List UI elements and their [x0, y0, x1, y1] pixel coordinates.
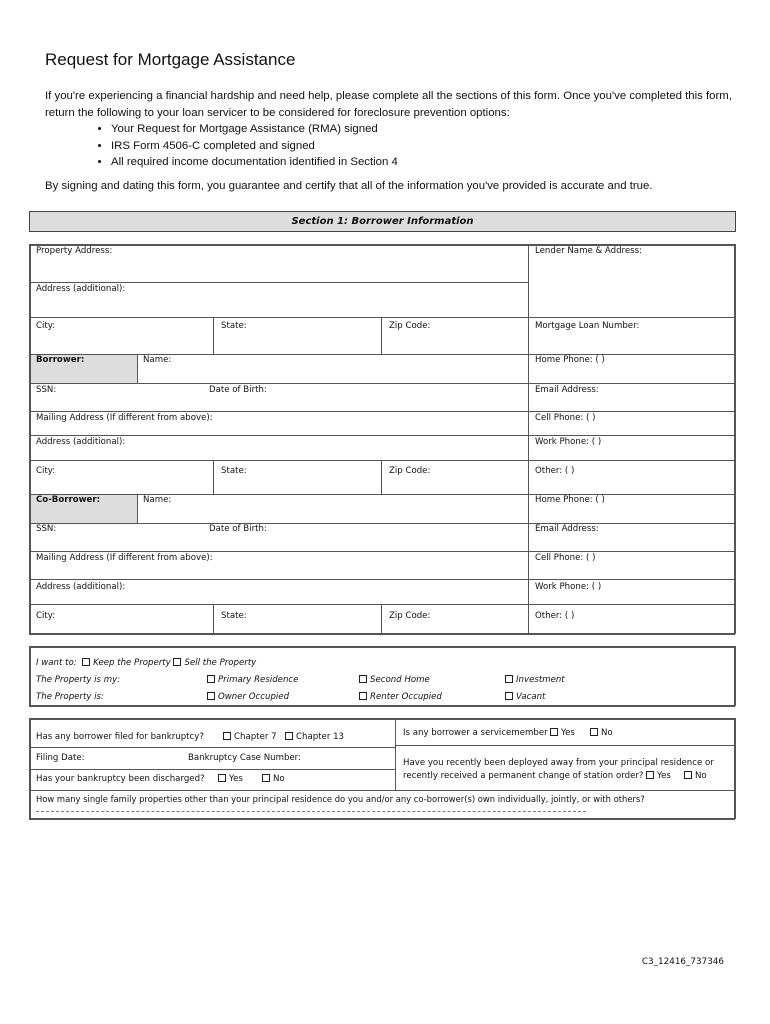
page-title: Request for Mortgage Assistance: [45, 50, 296, 69]
primary-residence-option[interactable]: Primary Residence: [207, 675, 298, 685]
primary-checkbox[interactable]: [207, 675, 215, 683]
case-number-field[interactable]: Bankruptcy Case Number:: [188, 753, 301, 763]
city-field[interactable]: City:: [36, 321, 56, 331]
borrower-home-phone[interactable]: Home Phone: ( ): [535, 355, 605, 365]
borrower-mailing-field[interactable]: Mailing Address (If different from above):: [36, 413, 213, 423]
certify-text: By signing and dating this form, you guarantee and certify that all of the information you've provided is accurate and true.: [45, 180, 653, 192]
second-checkbox[interactable]: [359, 675, 367, 683]
zip-field[interactable]: Zip Code:: [389, 321, 431, 331]
servicemember-no[interactable]: No: [590, 728, 613, 738]
keep-checkbox[interactable]: [82, 658, 90, 666]
servicemember-yes[interactable]: Yes: [550, 728, 575, 738]
co-borrower-city-field[interactable]: City:: [36, 611, 56, 621]
borrower-zip-field[interactable]: Zip Code:: [389, 466, 431, 476]
servicemember-no-checkbox[interactable]: [590, 728, 598, 736]
borrower-ssn-field[interactable]: SSN:: [36, 385, 57, 395]
filing-date-field[interactable]: Filing Date:: [36, 753, 85, 763]
properties-question: How many single family properties other than your principal residence do you and/or any co-borrower(s) own individually, jointly, or with others?: [36, 794, 645, 804]
deployed-no[interactable]: No: [684, 771, 707, 781]
investment-option[interactable]: Investment: [505, 675, 565, 685]
co-borrower-mailing-field[interactable]: Mailing Address (If different from above):: [36, 553, 213, 563]
owner-occupied-option[interactable]: Owner Occupied: [207, 692, 289, 702]
renter-occupied-option[interactable]: Renter Occupied: [359, 692, 442, 702]
borrower-state-field[interactable]: State:: [221, 466, 247, 476]
co-borrower-label: Co-Borrower:: [36, 495, 101, 505]
deployed-question-1: Have you recently been deployed away from your principal residence or: [403, 758, 714, 768]
discharged-question: Has your bankruptcy been discharged?: [36, 774, 205, 784]
servicemember-yes-checkbox[interactable]: [550, 728, 558, 736]
loan-number-field[interactable]: Mortgage Loan Number:: [535, 321, 640, 331]
list-item: • Your Request for Mortgage Assistance (RMA) signed: [111, 121, 735, 138]
borrower-city-field[interactable]: City:: [36, 466, 56, 476]
vacant-option[interactable]: Vacant: [505, 692, 545, 702]
property-is-label: The Property is:: [36, 692, 104, 702]
properties-answer-line[interactable]: [36, 811, 586, 812]
form-code: C3_12416_737346: [641, 957, 724, 967]
deployed-yes-checkbox[interactable]: [646, 771, 654, 779]
state-field[interactable]: State:: [221, 321, 247, 331]
discharged-yes-checkbox[interactable]: [218, 774, 226, 782]
borrower-other-phone[interactable]: Other: ( ): [535, 466, 575, 476]
servicemember-question: Is any borrower a servicemember: [403, 728, 548, 738]
sell-checkbox[interactable]: [173, 658, 181, 666]
want-to-label: I want to: Keep the Property Sell the Property: [36, 658, 257, 668]
borrower-address-additional[interactable]: Address (additional):: [36, 437, 126, 447]
chapter-13-checkbox[interactable]: [285, 732, 293, 740]
discharged-no-checkbox[interactable]: [262, 774, 270, 782]
borrower-cell-phone[interactable]: Cell Phone: ( ): [535, 413, 596, 423]
discharged-yes[interactable]: Yes: [218, 774, 243, 784]
co-borrower-cell-phone[interactable]: Cell Phone: ( ): [535, 553, 596, 563]
borrower-email-field[interactable]: Email Address:: [535, 385, 599, 395]
property-my-label: The Property is my:: [36, 675, 121, 685]
deployed-question-2: recently received a permanent change of station order?: [403, 771, 644, 781]
second-home-option[interactable]: Second Home: [359, 675, 430, 685]
co-borrower-dob-field[interactable]: Date of Birth:: [209, 524, 267, 534]
co-borrower-other-phone[interactable]: Other: ( ): [535, 611, 575, 621]
deployed-no-checkbox[interactable]: [684, 771, 692, 779]
investment-checkbox[interactable]: [505, 675, 513, 683]
borrower-label: Borrower:: [36, 355, 85, 365]
list-item: • All required income documentation identified in Section 4: [111, 154, 735, 171]
address-additional-field[interactable]: Address (additional):: [36, 284, 126, 294]
required-list: [45, 121, 735, 171]
intro-block: [45, 88, 735, 171]
list-item: • IRS Form 4506-C completed and signed: [111, 138, 735, 155]
chapter-13-option[interactable]: Chapter 13: [285, 732, 344, 742]
intro-text: If you're experiencing a financial hardship and need help, please complete all the sections of this form. Once you've completed this form, return the following to your loan servicer to be considered for foreclosure prevention options:: [45, 90, 732, 119]
vacant-checkbox[interactable]: [505, 692, 513, 700]
borrower-dob-field[interactable]: Date of Birth:: [209, 385, 267, 395]
co-borrower-email-field[interactable]: Email Address:: [535, 524, 599, 534]
co-borrower-state-field[interactable]: State:: [221, 611, 247, 621]
discharged-no[interactable]: No: [262, 774, 285, 784]
renter-checkbox[interactable]: [359, 692, 367, 700]
co-borrower-home-phone[interactable]: Home Phone: ( ): [535, 495, 605, 505]
co-borrower-address-additional[interactable]: Address (additional):: [36, 582, 126, 592]
bankruptcy-question: Has any borrower filed for bankruptcy?: [36, 732, 204, 742]
co-borrower-name-field[interactable]: Name:: [143, 495, 172, 505]
borrower-name-field[interactable]: Name:: [143, 355, 172, 365]
co-borrower-ssn-field[interactable]: SSN:: [36, 524, 57, 534]
co-borrower-zip-field[interactable]: Zip Code:: [389, 611, 431, 621]
lender-field[interactable]: Lender Name & Address:: [535, 246, 643, 256]
borrower-work-phone[interactable]: Work Phone: ( ): [535, 437, 602, 447]
co-borrower-work-phone[interactable]: Work Phone: ( ): [535, 582, 602, 592]
chapter-7-option[interactable]: Chapter 7: [223, 732, 277, 742]
chapter-7-checkbox[interactable]: [223, 732, 231, 740]
owner-checkbox[interactable]: [207, 692, 215, 700]
property-address-field[interactable]: Property Address:: [36, 246, 113, 256]
deployed-yes[interactable]: Yes: [646, 771, 671, 781]
section-1-header: Section 1: Borrower Information: [29, 211, 736, 232]
